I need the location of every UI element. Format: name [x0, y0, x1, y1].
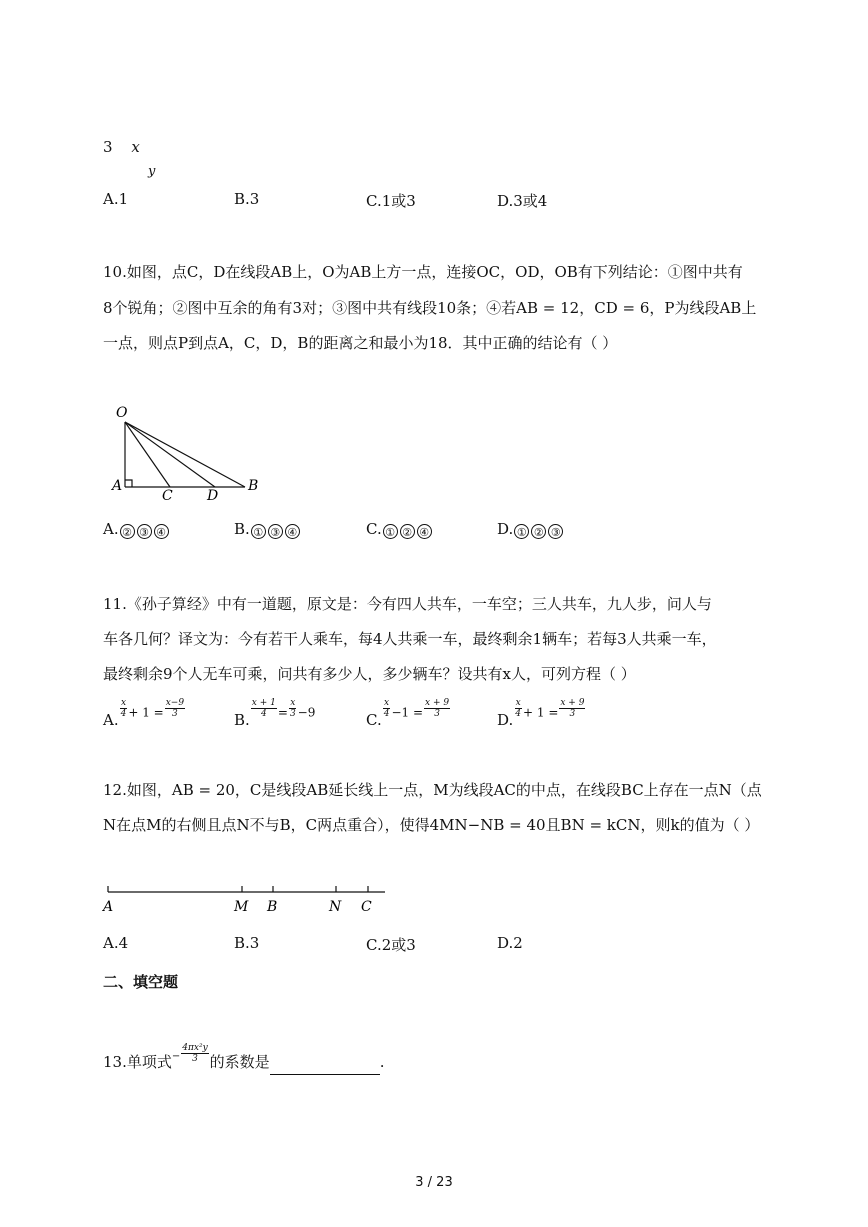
q12-option-a[interactable]: A.4 — [103, 934, 129, 952]
q10-option-b[interactable]: B. ① ③ ④ — [234, 520, 301, 539]
fragment-var-x: x — [131, 138, 140, 156]
label-N: N — [329, 899, 342, 915]
q10-stem-line1: 10.如图，点C，D在线段AB上，O为AB上方一点，连接OC，OD，OB有下列结论：①图中共有 — [103, 263, 743, 281]
q9-option-b[interactable]: B.3 — [234, 190, 260, 208]
page-number: 3 / 23 — [415, 1175, 453, 1190]
q10-option-a[interactable]: A. ② ③ ④ — [103, 520, 170, 539]
label-A: A — [112, 478, 123, 494]
q11-option-b[interactable]: B. $\frac{x + 1}{4}$ = $\frac{x}{3}$ −9 — [234, 698, 316, 729]
q11-stem-line3: 最终剩余9个人无车可乘，问共有多少人，多少辆车？设共有x人，可列方程（ ） — [103, 665, 636, 683]
label-C: C — [162, 488, 173, 502]
q12-option-d[interactable]: D.2 — [497, 934, 523, 952]
segment-OB — [125, 422, 245, 487]
q10-stem-line3: 一点，则点P到点A，C，D，B的距离之和最小为18．其中正确的结论有（ ） — [103, 334, 618, 352]
q13-stem: 13.单项式− $\frac{\text{4πx²y}}{3}$ 的系数是 . — [103, 1052, 384, 1075]
label-M: M — [234, 899, 249, 915]
label-D: D — [207, 488, 219, 502]
q11-option-d[interactable]: D. $\frac{x}{4}$ + 1 = $\frac{x + 9}{3}$ — [497, 698, 585, 729]
fragment-var-y: y — [148, 164, 156, 179]
segment-OC — [125, 422, 170, 487]
q9-option-c[interactable]: C.1或3 — [366, 192, 416, 210]
q11-stem-line1: 11.《孙子算经》中有一道题，原文是：今有四人共车，一车空；三人共车，九人步，问人与 — [103, 595, 712, 613]
segment-OD — [125, 422, 215, 487]
label-A: A — [103, 899, 114, 915]
q12-option-b[interactable]: B.3 — [234, 934, 260, 952]
q12-figure — [100, 882, 400, 917]
right-angle-mark — [125, 480, 132, 487]
q10-option-d[interactable]: D. ① ② ③ — [497, 520, 564, 539]
label-O: O — [116, 405, 128, 421]
section-title: 二、填空题 — [103, 973, 179, 991]
q10-stem-line2: 8个锐角；②图中互余的角有3对；③图中共有线段10条；④若AB = 12，CD = 6，P为线段AB上 — [103, 299, 757, 317]
q11-option-a[interactable]: A. $\frac{x}{4}$ + 1 = $\frac{x-9}{3}$ — [103, 698, 185, 729]
label-C: C — [361, 899, 372, 915]
q11-option-c[interactable]: C. $\frac{x}{4}$ −1 = $\frac{x + 9}{3}$ — [366, 698, 450, 729]
q9-option-a[interactable]: A.1 — [103, 190, 129, 208]
fragment-number: 3 — [103, 138, 113, 156]
q11-stem-line2: 车各几何？译文为：今有若干人乘车，每4人共乘一车，最终剩余1辆车；若每3人共乘一车， — [103, 630, 717, 648]
q10-option-c[interactable]: C. ① ② ④ — [366, 520, 433, 539]
q12-stem-line1: 12.如图，AB = 20，C是线段AB延长线上一点，M为线段AC的中点，在线段BC上存在一点N（点 — [103, 781, 762, 799]
label-B: B — [248, 478, 259, 494]
q12-stem-line2: N在点M的右侧且点N不与B，C两点重合），使得4MN−NB = 40且BN = kCN，则k的值为（ ） — [103, 816, 760, 834]
q10-figure — [110, 402, 270, 502]
q12-option-c[interactable]: C.2或3 — [366, 936, 416, 954]
label-B: B — [267, 899, 278, 915]
q13-answer-blank[interactable] — [270, 1058, 380, 1075]
q9-option-d[interactable]: D.3或4 — [497, 192, 548, 210]
prev-question-fragment — [103, 137, 140, 157]
